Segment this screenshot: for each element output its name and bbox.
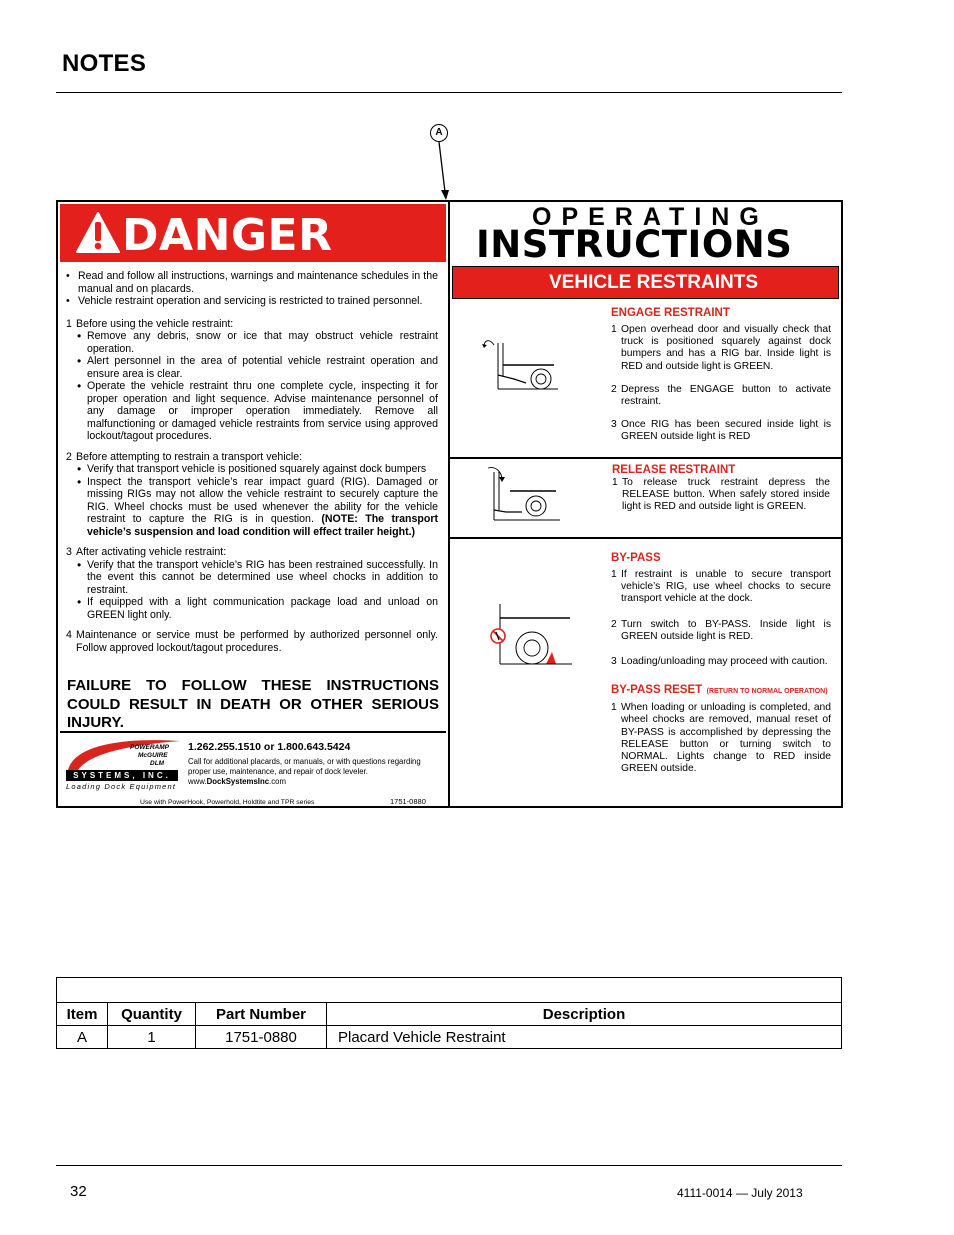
danger-step-2: 2 Before attempting to restrain a transport vehicle: bbox=[66, 451, 438, 464]
intro-bullet: • Vehicle restraint operation and servicing is restricted to trained personnel. bbox=[66, 295, 438, 308]
col-header: Quantity bbox=[108, 1003, 196, 1026]
danger-step-text: Before attempting to restrain a transport vehicle: bbox=[76, 450, 303, 463]
danger-sub-bullet: • Inspect the transport vehicle’s rear impact guard (RIG). Damaged or missing RIGs may not allow the vehicle restraint to securely capture the RIG. Wheel chocks must be used whenever the ability for the vehicle restraint to capture the RIG is in question. (NOTE: The transport vehicle’s suspension and load condition will effect trailer height.) bbox=[66, 476, 438, 539]
page-title: NOTES bbox=[62, 50, 147, 77]
bypass-reset-subheading: (RETURN TO NORMAL OPERATION) bbox=[706, 688, 828, 696]
table-cell: 1751-0880 bbox=[196, 1026, 327, 1049]
callout-leader-arrow bbox=[424, 138, 454, 202]
phone-number: 1.262.255.1510 or 1.800.643.5424 bbox=[188, 741, 351, 753]
brand-line: McGUIRE bbox=[138, 752, 168, 759]
warning-triangle-icon bbox=[76, 212, 120, 254]
operating-panel bbox=[450, 202, 841, 806]
danger-sub-bullet: • Remove any debris, snow or ice that may obstruct vehicle restraint operation. bbox=[66, 330, 438, 355]
parts-table bbox=[56, 977, 842, 1049]
danger-instructions bbox=[66, 270, 438, 654]
intro-bullet: • Read and follow all instructions, warnings and maintenance schedules in the manual and on placards. bbox=[66, 270, 438, 295]
call-text: Call for additional placards, or manuals, or with questions regarding proper use, maintenance, and repair of dock leveler. www.DockSystemsInc.com bbox=[188, 757, 421, 786]
bypass-reset-heading: BY-PASS RESET bbox=[611, 684, 703, 697]
table-top-row bbox=[57, 978, 842, 1003]
brand-line: DLM bbox=[150, 760, 165, 767]
section-divider bbox=[450, 537, 841, 539]
series-note: Use with PowerHook, Powerhold, Holdtite and TPR series bbox=[140, 799, 315, 806]
operating-title: OPERATING bbox=[532, 203, 769, 231]
instructions-title: INSTRUCTIONS bbox=[476, 223, 793, 266]
callout-a: A bbox=[430, 124, 448, 142]
danger-sub-bullet: • Verify that the transport vehicle’s RIG has been restrained successfully. In the event this cannot be determined use wheel chocks in addition to restraint. bbox=[66, 559, 438, 597]
website-link: DockSystemsInc bbox=[206, 777, 270, 786]
bypass-reset-step: 1 When loading or unloading is completed, and wheel chocks are removed, manual reset of BY-PASS is accomplished by depressing the RELEASE button or turning switch to NORMAL. Lights change to RED inside GREEN outside. bbox=[611, 702, 831, 775]
table-cell: Placard Vehicle Restraint bbox=[327, 1026, 842, 1049]
bypass-step: 3 Loading/unloading may proceed with caution. bbox=[611, 656, 828, 668]
bypass-heading: BY-PASS bbox=[611, 552, 661, 564]
engage-step: 3 Once RIG has been secured inside light is GREEN outside light is RED bbox=[611, 419, 831, 443]
bypass-step: 1 If restraint is unable to secure transport vehicle’s RIG, use wheel chocks to secure transport vehicle at the dock. bbox=[611, 569, 831, 605]
danger-step-text: After activating vehicle restraint: bbox=[76, 546, 227, 558]
release-step: 1 To release truck restraint depress the RELEASE button. When safely stored inside light is RED and outside light is GREEN. bbox=[612, 477, 830, 513]
table-cell: 1 bbox=[108, 1026, 196, 1049]
col-header: Description bbox=[327, 1003, 842, 1026]
danger-panel bbox=[58, 202, 450, 806]
section-divider bbox=[450, 457, 841, 459]
danger-step-1: 1 Before using the vehicle restraint: bbox=[66, 318, 438, 331]
brand-line: POWERAMP bbox=[130, 744, 169, 751]
table-cell: A bbox=[57, 1026, 108, 1049]
brand-systems: SYSTEMS, INC. bbox=[66, 770, 178, 781]
danger-step-3: 3 After activating vehicle restraint: bbox=[66, 546, 438, 559]
bypass-section bbox=[611, 552, 831, 775]
bypass-step: 2 Turn switch to BY-PASS. Inside light is GREEN outside light is RED. bbox=[611, 618, 831, 642]
danger-sub-bullet: • Alert personnel in the area of potential vehicle restraint operation and ensure area is clear. bbox=[66, 355, 438, 380]
page-number: 32 bbox=[70, 1183, 87, 1200]
col-header: Part Number bbox=[196, 1003, 327, 1026]
vehicle-restraints-bar bbox=[452, 266, 839, 299]
danger-header bbox=[60, 204, 446, 262]
danger-step-text: Before using the vehicle restraint: bbox=[76, 317, 234, 330]
table-row bbox=[57, 1026, 842, 1049]
vehicle-restraint-placard bbox=[56, 200, 843, 808]
release-section bbox=[612, 464, 830, 514]
engage-section bbox=[611, 307, 831, 444]
engage-restraint-diagram bbox=[482, 335, 558, 395]
engage-step: 1 Open overhead door and visually check that truck is positioned squarely against dock bumpers and has a RIG bar. Inside light is RED and outside light is GREEN. bbox=[611, 324, 831, 372]
failure-warning: FAILURE TO FOLLOW THESE INSTRUCTIONS COULD RESULT IN DEATH OR OTHER SERIOUS INJURY. bbox=[67, 677, 439, 731]
footer-rule bbox=[56, 1165, 842, 1166]
engage-step: 2 Depress the ENGAGE button to activate restraint. bbox=[611, 383, 831, 408]
brand-tagline: Loading Dock Equipment bbox=[66, 782, 177, 791]
danger-sub-bullet: • Verify that transport vehicle is positioned squarely against dock bumpers bbox=[66, 463, 438, 476]
bypass-diagram bbox=[490, 602, 572, 668]
manufacturer-footer bbox=[60, 731, 446, 804]
danger-note: (NOTE: The transport vehicle’s suspension and load condition will effect trailer height.) bbox=[87, 513, 438, 538]
vehicle-restraints-label: VEHICLE RESTRAINTS bbox=[549, 272, 759, 293]
col-header: Item bbox=[57, 1003, 108, 1026]
danger-sub-bullet: • If equipped with a light communication package load and unload on GREEN light only. bbox=[66, 596, 438, 621]
danger-word: DANGER bbox=[122, 210, 333, 261]
danger-step-text: Maintenance or service must be performed by authorized personnel only. Follow approved lockout/tagout procedures. bbox=[76, 629, 438, 654]
danger-step-4: 4 Maintenance or service must be performed by authorized personnel only. Follow approved lockout/tagout procedures. bbox=[66, 629, 438, 654]
placard-part-number: 1751-0880 bbox=[390, 797, 426, 806]
table-header-row bbox=[57, 1003, 842, 1026]
document-id: 4111-0014 — July 2013 bbox=[677, 1186, 803, 1200]
danger-sub-bullet: • Operate the vehicle restraint thru one complete cycle, inspecting it for proper operation and light sequence. Advise maintenance personnel of any damage or improper operation immediately. Remove all malfunctioning or damaged vehicle restraints from service using approved lockout/tagout procedures. bbox=[66, 380, 438, 443]
engage-heading: ENGAGE RESTRAINT bbox=[611, 307, 730, 319]
release-restraint-diagram bbox=[484, 464, 560, 524]
bypass-reset-heading-row bbox=[611, 680, 831, 698]
release-heading: RELEASE RESTRAINT bbox=[612, 464, 736, 476]
header-rule bbox=[56, 92, 842, 93]
